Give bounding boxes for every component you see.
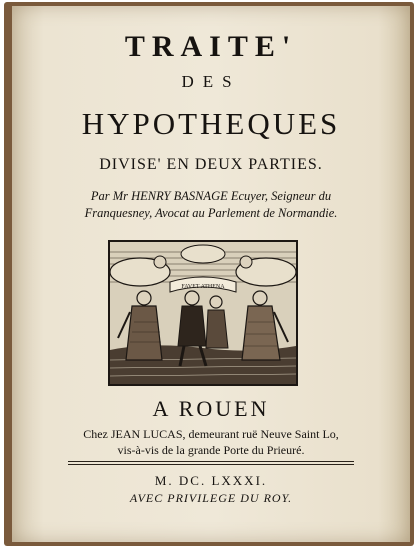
- royal-privilege: AVEC PRIVILEGE DU ROY.: [129, 491, 293, 505]
- woodcut-illustration: [110, 242, 296, 384]
- printer-line-2: vis-à-vis de la grande Porte du Prieuré.: [117, 443, 305, 457]
- publication-year: M. DC. LXXXI.: [154, 473, 268, 488]
- woodcut-banner-text: FAVET ATHENA: [181, 284, 225, 290]
- printers-device-woodcut: [108, 240, 298, 386]
- imprint-place: A ROUEN: [152, 396, 270, 421]
- double-rule-top: [68, 461, 354, 462]
- subtitle: DIVISE' EN DEUX PARTIES.: [99, 156, 323, 173]
- double-rule-bottom: [68, 464, 354, 465]
- printer-line-1: Chez JEAN LUCAS, demeurant ruë Neuve Saint Lo,: [83, 427, 339, 441]
- book-cover: [4, 2, 414, 546]
- author-line-1: Par Mr HENRY BASNAGE Ecuyer, Seigneur du: [90, 189, 332, 203]
- title-line-hypotheques: HYPOTHEQUES: [81, 106, 341, 141]
- author-line-2: Franquesney, Avocat au Parlement de Normandie.: [84, 206, 338, 220]
- title-page: [12, 6, 410, 542]
- title-line-des: DES: [181, 72, 241, 91]
- title-line-traite: TRAITE': [124, 30, 298, 63]
